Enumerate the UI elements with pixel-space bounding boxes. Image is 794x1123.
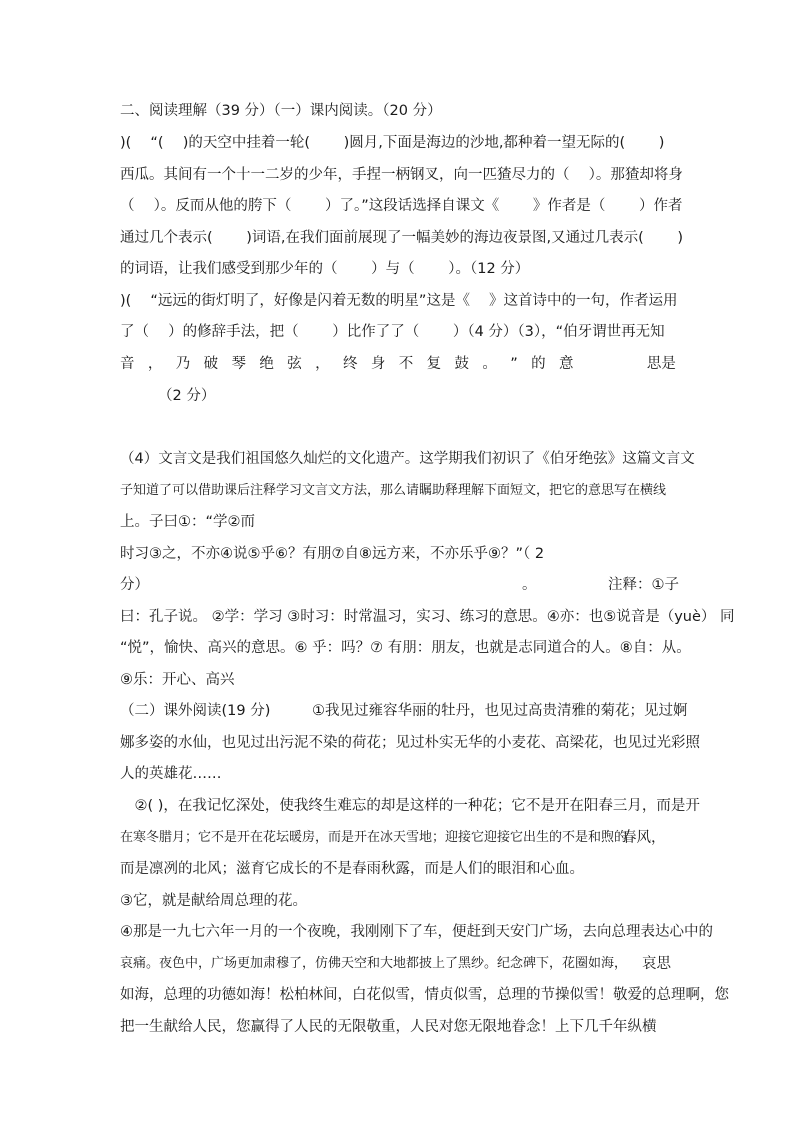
text-line: “悦”，愉快、高兴的意思。⑥ 乎：吗？⑦ 有朋：朋友，也就是志同道合的人。⑧自：从。 [120,640,691,656]
text-line: ③它，就是献给周总理的花。 [120,893,307,909]
char: 弦 [287,356,302,372]
char: 思是 [646,356,676,372]
text-line: 把一生献给人民，您赢得了人民的无限敬重，人民对您无限地眷念！上下几千年纵横 [120,1019,657,1035]
char: 意 [559,356,574,372]
char: ” [510,356,518,372]
char: 的 [531,356,546,372]
text-line: 。 [522,577,537,593]
text-line: 通过几个表示( )词语,在我们面前展现了一幅美妙的海边夜景图,又通过几表示( ) [120,230,684,246]
char: 鼓 [454,356,469,372]
text-line: 春风， [622,830,666,846]
text-line: 哀思 [642,956,671,972]
char: 复 [426,356,442,372]
char: 不 [398,356,414,372]
annotation-label: 注释：①子 [608,577,679,593]
spaced-text-line [120,354,676,374]
text-line: （ ）。反而从他的胯下（ ）了。”这段话选择自课文《 》作者是（ ）作者 [120,198,683,214]
text-line: （4）文言文是我们祖国悠久灿烂的文化遗产。这学期我们初识了《伯牙绝弦》这篇文言文 [120,451,695,467]
section-heading: 二、阅读理解（39 分）（一）课内阅读。（20 分） [120,103,442,119]
char: ， [147,356,163,372]
text-line: ①我见过雍容华丽的牡丹，也见过高贵清雅的菊花；见过婀 [312,703,688,719]
char: 绝 [259,356,274,372]
char: 身 [370,356,386,372]
text-line: 哀痛。夜色中，广场更加肃穆了，仿佛天空和大地都披上了黑纱。纪念碑下，花圈如海， [120,956,628,971]
text-line: 子知道了可以借助课后注释学习文言文方法，那么请瞩助释理解下面短文，把它的意思写在横线 [120,483,667,498]
text-line: 的词语，让我们感受到那少年的（ ）与（ ）。（12 分） [120,261,530,277]
text-line: 而是凛冽的北风；滋育它成长的不是春雨秋露，而是人们的眼泪和心血。 [120,861,584,877]
text-line: 时习③之，不亦④说⑤乎⑥？有朋⑦自⑧远方来，不亦乐乎⑨？”（ 2 [120,546,545,562]
text-line: 曰：孔子说。 ②学：学习 ③时习：时常温习，实习、练习的意思。④亦：也⑤说音是（yuè） 同 [120,609,735,625]
text-line: ②( )，在我记忆深处，使我终生难忘的却是这样的一种花；它不是开在阳春三月，而是开 [120,798,700,814]
section-heading: （二）课外阅读(19 分) [120,703,271,719]
text-line: )( “远远的街灯明了，好像是闪着无数的明星”这是《 》这首诗中的一句，作者运用 [120,293,678,309]
text-line: 分） [120,577,149,593]
char: 终 [343,356,358,372]
text-line: 在寒冬腊月；它不是开在花坛暖房，而是开在冰天雪地；迎接它迎接它出生的不是和煦的 [120,830,628,845]
text-line: ⑨乐：开心、高兴 [120,672,235,688]
text-line: 娜多姿的水仙，也见过出污泥不染的荷花；见过朴实无华的小麦花、高梁花，也见过光彩照 [120,735,700,751]
text-line: 如海，总理的功德如海！松柏林间，白花似雪，情贞似雪，总理的节操似雪！敬爱的总理啊，您 [120,987,729,1003]
score-note: （2 分） [158,388,216,404]
char: 琴 [231,356,246,372]
char: 音 [120,356,135,372]
char: 。 [482,356,497,372]
char: 乃 [175,356,191,372]
text-line: 人的英雄花…… [120,766,222,782]
text-line: 上。子曰①：“学②而 [120,514,256,530]
char: ， [315,356,330,372]
text-line: ④那是一九七六年一月的一个夜晚，我刚刚下了车，便赶到天安门广场，去向总理表达心中的 [120,924,713,940]
text-line: 西瓜。其间有一个十一二岁的少年，手捏一柄钢叉，向一匹猹尽力的（ ）。那猹却将身 [120,167,683,183]
char: 破 [203,356,219,372]
text-line: )( “( )的天空中挂着一轮( )圆月,下面是海边的沙地,都种着一望无际的( ) [120,135,665,151]
text-line: 了（ ）的修辞手法，把（ ）比作了了（ ）（4 分）（3），“伯牙谓世再无知 [120,324,665,340]
